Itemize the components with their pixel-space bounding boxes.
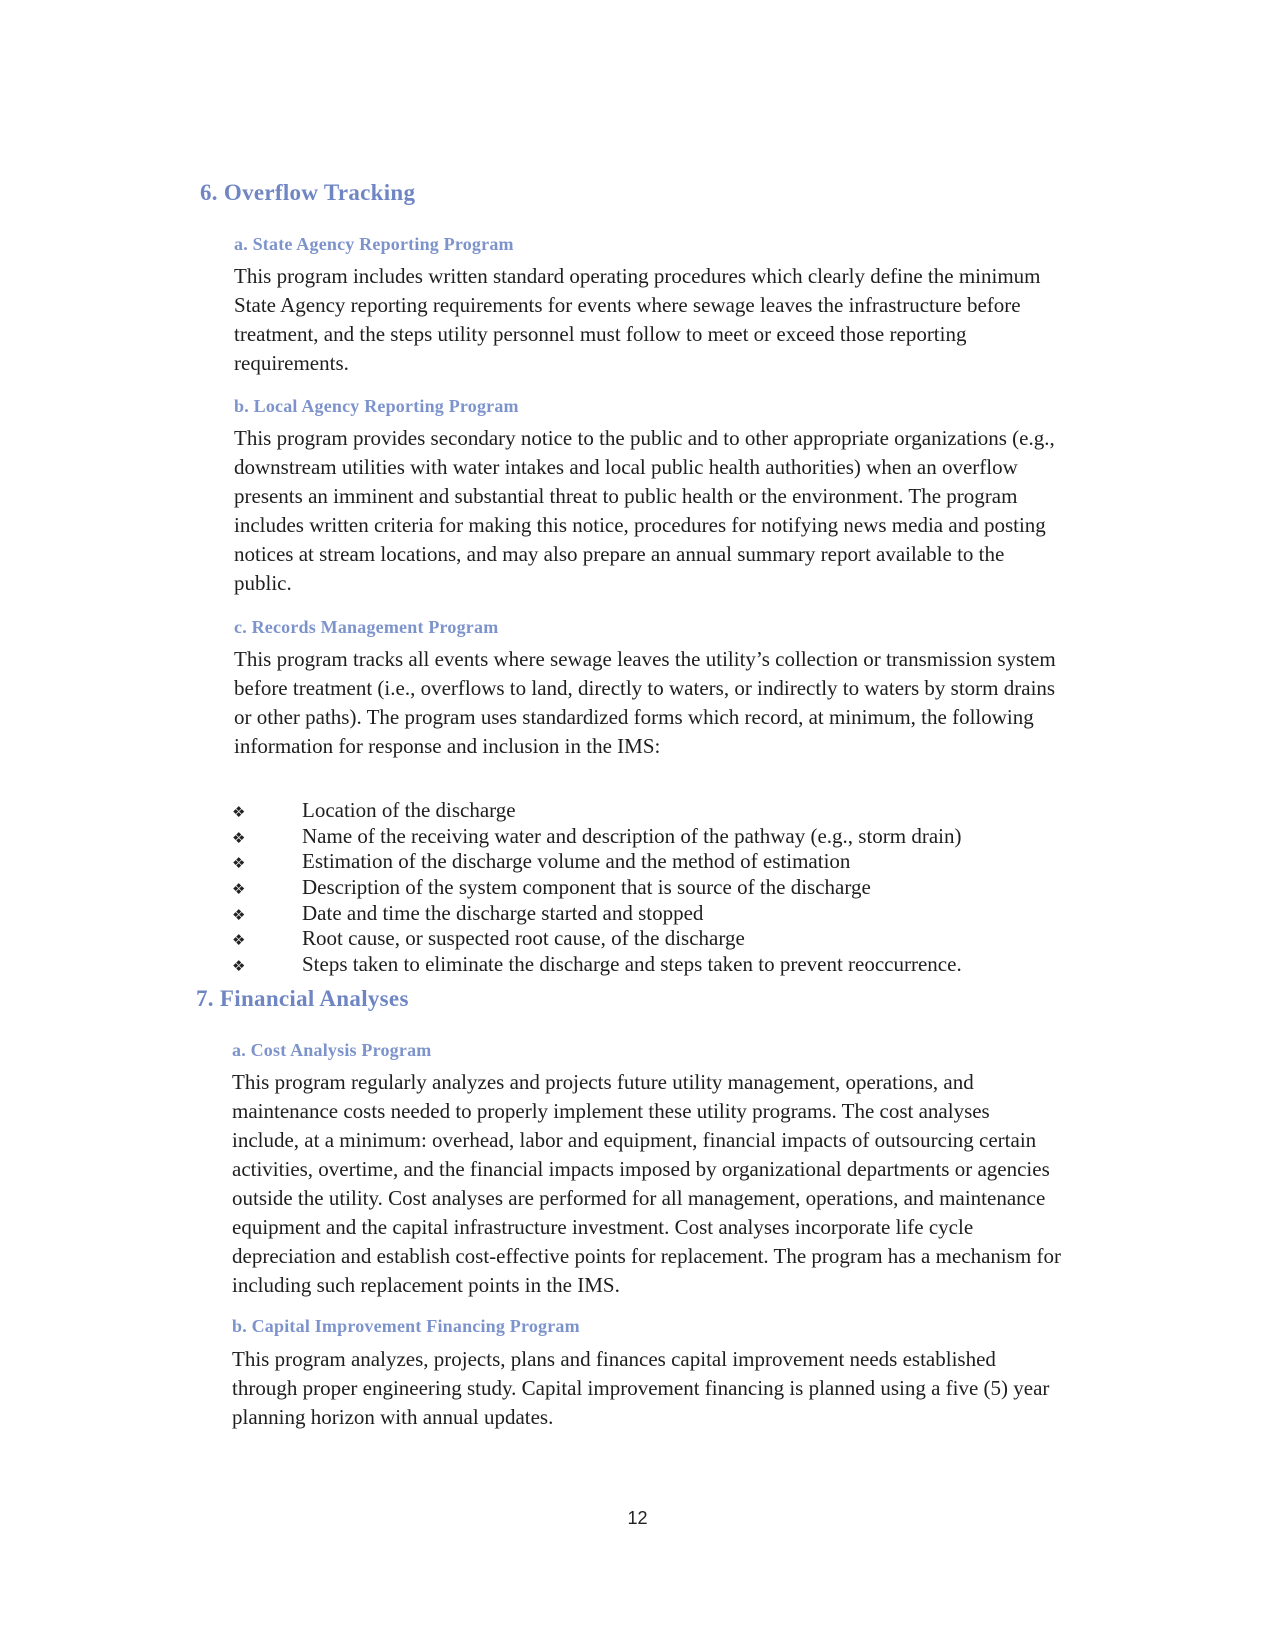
list-item-text: Estimation of the discharge volume and the method of estimation (302, 849, 851, 874)
list-item (232, 901, 962, 927)
list-item-text: Location of the discharge (302, 798, 516, 822)
subsection-heading-capital-improvement-financing: b. Capital Improvement Financing Program (232, 1316, 580, 1336)
paragraph-capital-improvement-financing: This program analyzes, projects, plans and finances capital improvement needs established through proper engineering study. Capital improvement financing is planned using a five (5) year planning horizon with annual updates. (232, 1347, 1050, 1429)
four-diamond-bullet-icon: ❖ (232, 880, 246, 899)
four-diamond-bullet-icon: ❖ (232, 931, 246, 950)
list-item-text: Steps taken to eliminate the discharge and steps taken to prevent reoccurrence. (302, 952, 962, 977)
four-diamond-bullet-icon: ❖ (232, 854, 246, 873)
paragraph-local-agency-reporting: This program provides secondary notice to the public and to other appropriate organizations (e.g., downstream utilities with water intakes and local public health authorities) when an overflow presents an imminent and substantial threat to public health or the environment. The program includes written criteria for making this notice, procedures for notifying news media and posting notices at stream locations, and may also prepare an annual summary report available to the public. (234, 426, 1055, 595)
paragraph-records-management: This program tracks all events where sewage leaves the utility’s collection or transmission system before treatment (i.e., overflows to land, directly to waters, or indirectly to waters by storm drains or other paths). The program uses standardized forms which record, at minimum, the following information for response and inclusion in the IMS: (234, 647, 1056, 758)
list-item (232, 926, 962, 952)
four-diamond-bullet-icon: ❖ (232, 803, 246, 821)
four-diamond-bullet-icon: ❖ (232, 905, 246, 924)
subsection-heading-local-agency-reporting: b. Local Agency Reporting Program (234, 396, 519, 416)
four-diamond-bullet-icon: ❖ (232, 828, 246, 847)
list-item-text: Date and time the discharge started and stopped (302, 900, 704, 925)
paragraph-state-agency-reporting: This program includes written standard operating procedures which clearly define the minimum State Agency reporting requirements for events where sewage leaves the infrastructure before treatment, and the steps utility personnel must follow to meet or exceed those reporting requirements. (234, 264, 1041, 375)
paragraph-cost-analysis: This program regularly analyzes and projects future utility management, operations, and maintenance costs needed to properly implement these utility programs. The cost analyses include, at a minimum: overhead, labor and equipment, financial impacts of outsourcing certain activities, overtime, and the financial impacts imposed by organizational departments or agencies outside the utility. Cost analyses are performed for all management, operations, and maintenance equipment and the capital infrastructure investment. Cost analyses incorporate life cycle depreciation and establish cost-effective points for replacement. The program has a mechanism for including such replacement points in the IMS. (232, 1070, 1061, 1297)
four-diamond-bullet-icon: ❖ (232, 957, 246, 976)
subsection-heading-cost-analysis: a. Cost Analysis Program (232, 1040, 432, 1060)
list-item (232, 952, 962, 978)
list-item-text: Root cause, or suspected root cause, of the discharge (302, 926, 745, 951)
page-number: 12 (627, 1508, 648, 1528)
section-heading-overflow-tracking: 6. Overflow Tracking (200, 180, 416, 205)
list-item (232, 875, 962, 901)
subsection-heading-state-agency-reporting: a. State Agency Reporting Program (234, 234, 514, 254)
list-item (232, 798, 962, 824)
section-heading-financial-analyses: 7. Financial Analyses (196, 986, 409, 1011)
list-item-text: Name of the receiving water and description of the pathway (e.g., storm drain) (302, 823, 962, 848)
records-bullet-list (232, 798, 962, 978)
list-item (232, 849, 962, 875)
list-item (232, 824, 962, 850)
subsection-heading-records-management: c. Records Management Program (234, 617, 499, 637)
list-item-text: Description of the system component that is source of the discharge (302, 875, 871, 900)
